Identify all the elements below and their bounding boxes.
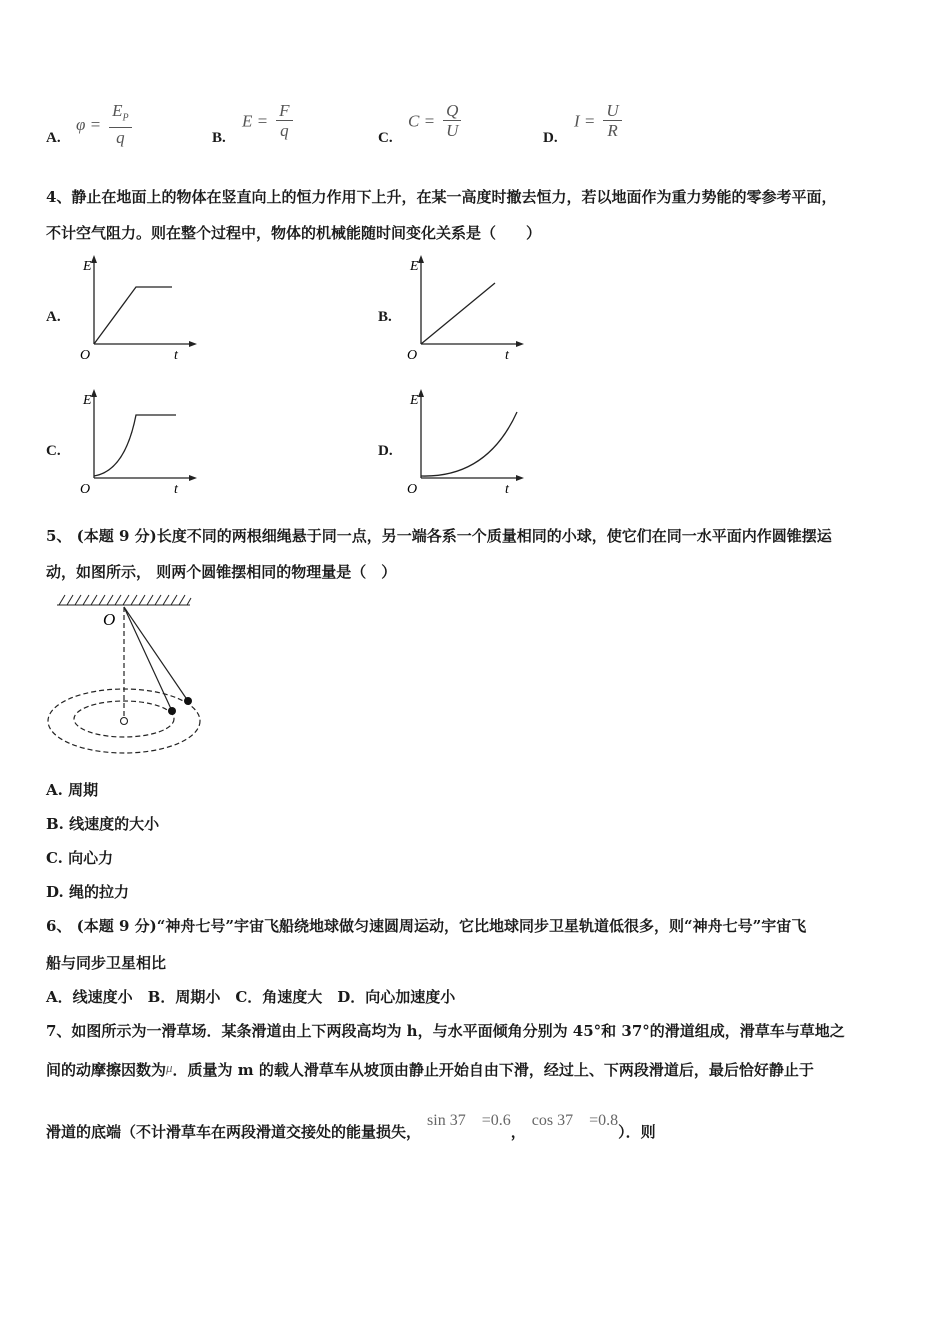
formula-num: F: [276, 102, 292, 121]
option-text: 周期: [68, 781, 99, 799]
q4-graph-d-letter: D.: [378, 443, 393, 459]
q5-option-a: [46, 780, 98, 800]
origin-label: O: [80, 482, 91, 497]
q3-option-c-formula: C = $\frac{Q}{U}$: [408, 102, 461, 141]
q4-text-line1: 4、静止在地面上的物体在竖直向上的恒力作用下上升，在某一高度时撤去恒力，若以地面作为重力势能的零参考平面，: [46, 188, 837, 206]
q3-option-b-formula: E = $\frac{F}{q}$: [242, 102, 293, 141]
q5-text-line2: 动，如图所示， 则两个圆锥摆相同的物理量是（ ）: [46, 563, 397, 581]
option-letter: D.: [46, 883, 64, 901]
q4-graph-b: [397, 252, 527, 364]
string-long: [124, 607, 188, 701]
q4-graph-c-letter: C.: [46, 443, 61, 459]
option-text: 绳的拉力: [68, 883, 129, 901]
xlabel: t: [174, 348, 178, 363]
x-arrow-icon: [516, 341, 524, 347]
formula-lhs: E: [242, 111, 253, 131]
q7-line2-pre: 间的动摩擦因数为: [46, 1061, 167, 1079]
q3-option-d-formula: I = $\frac{U}{R}$: [574, 102, 622, 141]
q3-option-a-formula: φ = $\frac{E_P}{q}$: [76, 102, 132, 148]
origin-label: O: [407, 482, 418, 497]
q4-graph-a: [70, 252, 200, 364]
formula-num: E: [112, 101, 123, 120]
x-arrow-icon: [189, 341, 197, 347]
q4-graph-c: [70, 386, 200, 498]
q7-line2-post: ．质量为 m 的载人滑草车从坡顶由静止开始自由下滑，经过上、下两段滑道后，最后恰好静止于: [172, 1061, 814, 1079]
xlabel: t: [505, 348, 509, 363]
q6-text-line2: 船与同步卫星相比: [46, 954, 167, 972]
q5-option-b: [46, 814, 159, 834]
ball-outer: [184, 697, 192, 705]
origin-label: O: [407, 348, 418, 363]
x-arrow-icon: [516, 475, 524, 481]
y-arrow-icon: [91, 389, 97, 397]
mu-symbol: μ: [166, 1060, 173, 1075]
origin-label: O: [80, 348, 91, 363]
x-arrow-icon: [189, 475, 197, 481]
pivot-label: O: [103, 610, 116, 629]
option-text: 线速度的大小: [69, 815, 160, 833]
q4-text-line2: 不计空气阻力。则在整个过程中，物体的机械能随时间变化关系是（ ）: [46, 224, 542, 242]
option-letter: A.: [46, 781, 63, 799]
q6-options: A．线速度小 B．周期小 C．角速度大 D．向心加速度小: [46, 988, 456, 1006]
string-short: [124, 607, 172, 711]
q5-option-d: [46, 882, 129, 902]
ylabel: E: [410, 259, 419, 274]
formula-lhs: I: [574, 111, 580, 131]
center-point: [121, 718, 128, 725]
q7-sep: ，: [510, 1123, 526, 1141]
q3-option-a-letter: A.: [46, 130, 61, 146]
q7-text-line1: 7、如图所示为一滑草场．某条滑道由上下两段高均为 h，与水平面倾角分别为 45°和 37°的滑道组成，滑草车与草地之: [46, 1022, 845, 1040]
q7-line3-post: ）．则: [618, 1123, 656, 1141]
curve: [94, 287, 172, 344]
q7-text-line2: [46, 1058, 814, 1080]
ylabel: E: [83, 259, 92, 274]
y-arrow-icon: [418, 389, 424, 397]
formula-lhs: φ: [76, 115, 86, 135]
cos-value: cos 37 =0.8: [531, 1112, 619, 1129]
option-letter: B.: [46, 815, 64, 833]
curve: [94, 415, 176, 476]
q5-text-line1: 5、 (本题 9 分)长度不同的两根细绳悬于同一点，另一端各系一个质量相同的小球，使它们在同一水平面内作圆锥摆运: [46, 527, 832, 545]
curve: [421, 412, 517, 476]
formula-den: q: [280, 121, 289, 140]
formula-den: q: [116, 128, 125, 148]
formula-num: U: [603, 102, 621, 121]
q4-graph-d: [397, 386, 527, 498]
sin-value: sin 37 =0.6: [427, 1112, 511, 1129]
ceiling-hatch: [57, 595, 191, 605]
q5-option-c: [46, 848, 113, 868]
q4-graph-a-letter: A.: [46, 309, 61, 325]
q3-option-b-letter: B.: [212, 130, 226, 146]
q7-text-line3: [46, 1112, 656, 1143]
q3-option-c-letter: C.: [378, 130, 393, 146]
formula-num: Q: [443, 102, 461, 121]
option-letter: C.: [46, 849, 63, 867]
q6-text-line1: 6、 (本题 9 分)“神舟七号”宇宙飞船绕地球做匀速圆周运动，它比地球同步卫星轨道低很多，则“神舟七号”宇宙飞: [46, 917, 807, 935]
q4-graph-b-letter: B.: [378, 309, 392, 325]
ylabel: E: [83, 393, 92, 408]
formula-sub: P: [122, 112, 129, 124]
curve: [421, 283, 495, 344]
q5-conical-pendulum-figure: [45, 590, 205, 760]
formula-den: U: [446, 121, 459, 140]
xlabel: t: [505, 482, 509, 497]
ylabel: E: [410, 393, 419, 408]
formula-lhs: C: [408, 111, 420, 131]
y-arrow-icon: [91, 255, 97, 263]
y-arrow-icon: [418, 255, 424, 263]
q7-line3-pre: 滑道的底端（不计滑草车在两段滑道交接处的能量损失，: [46, 1123, 422, 1141]
xlabel: t: [174, 482, 178, 497]
formula-den: R: [607, 121, 618, 140]
option-text: 向心力: [68, 849, 114, 867]
ball-inner: [168, 707, 176, 715]
q3-option-d-letter: D.: [543, 130, 558, 146]
